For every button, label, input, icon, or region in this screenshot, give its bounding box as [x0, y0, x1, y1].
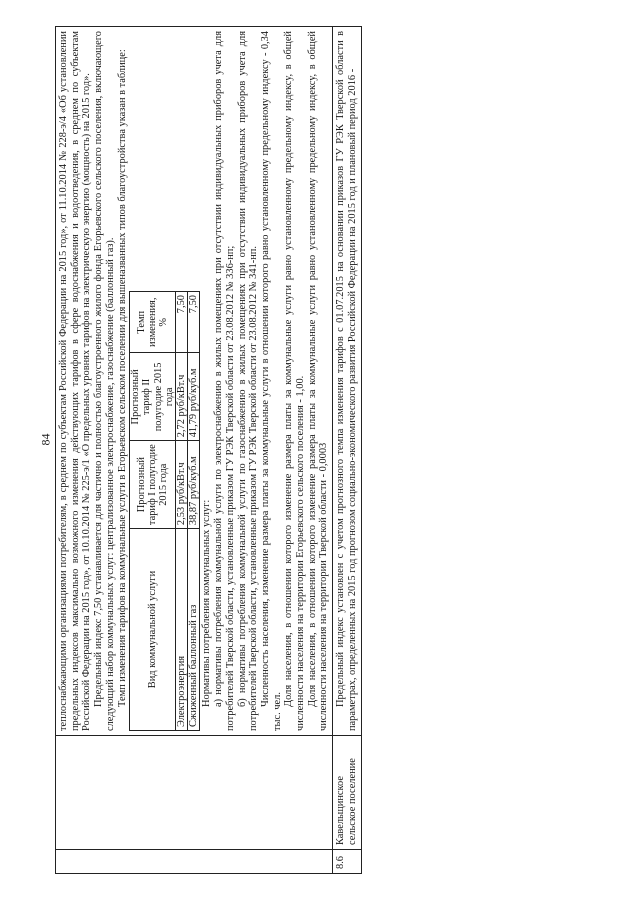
rotated-page-content: [55, 26, 555, 874]
row-number-cell: [56, 850, 333, 874]
description-cell: [333, 27, 361, 736]
settlement-name-cell: Кавельщинское сельское поселение: [333, 736, 361, 850]
tariff-header-row: [130, 292, 176, 731]
paragraph: Доля населения, в отношении которого изменение размера платы за коммунальные услуги равно установленному предельному индексу, в общей численности населения на территории Тверской области - 0,0003: [306, 31, 330, 731]
main-table: [55, 26, 362, 874]
settlement-name-cell: [56, 736, 333, 850]
paragraph: Предельный индекс установлен с учетом прогнозного темпа изменения тарифов с 01.07.2015 на основании приказов ГУ РЭК Тверской области в параметрах, определенных на 2015 год прогнозом социально-экономического развития Российской Федерации на 2015 год и плановый период 2016 -: [335, 31, 358, 731]
column-header: Прогнозный тариф I полугодие 2015 года: [130, 441, 176, 529]
table-cell: 2,72 руб/кВт.ч: [176, 353, 188, 441]
table-row: [333, 27, 361, 874]
paragraph: Нормативы потребления коммунальных услуг:: [201, 499, 213, 707]
table-cell: Сжиженный баллонный газ: [188, 529, 200, 731]
paragraph: теплоснабжающими организациями потребителям, в среднем по субъектам Российской Федерации на 2015 год», от 11.10.2014 № 228-э/4 «Об установлении предельных индексов максимально возможного изменения действующих тарифов в сфере водоснабжения и водоотведения, в среднем по субъектам Российской Федерации на 2015 год», от 10.10.2014 № 225-э/1 «О предельных уровнях тарифов на электрическую энергию (мощность) на 2015 год».: [58, 31, 93, 731]
table-row: [176, 292, 188, 731]
table-cell: 7,50: [188, 292, 200, 353]
paragraph: Численность населения, изменение размера платы за коммунальные услуги в отношении которого равно установленному предельному индексу - 0,34 тыс. чел.: [259, 31, 283, 731]
description-cell: [56, 27, 333, 736]
paragraph: а) нормативы потребления коммунальной услуги по электроснабжению в жилых помещениях при отсутствии индивидуальных приборов учета для потребителей Тверской области, установленные приказом ГУ РЭК Тверской области от 23.08.2012 № 336-нп;: [213, 31, 236, 731]
column-header: Прогнозный тариф II полугодие 2015 года: [130, 353, 176, 441]
page-number: 84: [38, 433, 53, 446]
table-cell: 2,53 руб/кВт.ч: [176, 441, 188, 529]
paragraph: Доля населения, в отношении которого изменение размера платы за коммунальные услуги равно установленному предельному индексу, в общей численности населения на территории Егорьевского сельского поселения - 1,00.: [283, 31, 307, 731]
table-cell: 41,79 руб/куб.м: [188, 353, 200, 441]
column-header: Темп изменения, %: [130, 292, 176, 353]
paragraph: Предельный индекс 7,50 устанавливается для частично и полностью благоустроенного жилого фонда Егорьевского сельского поселения, включающего следующий набор коммунальных услуг: централизованное электроснабжение, газоснабжение (баллонный газ).: [93, 31, 116, 731]
table-row: [188, 292, 200, 731]
tariff-table: [129, 291, 200, 731]
table-cell: Электроэнергия: [176, 529, 188, 731]
row-number-cell: 8.6: [333, 850, 361, 874]
table-row: [56, 27, 333, 874]
table-cell: 7,50: [176, 292, 188, 353]
column-header: Вид коммунальной услуги: [130, 529, 176, 731]
paragraph: б) нормативы потребления коммунальной услуги по газоснабжению в жилых помещениях при отсутствии индивидуальных приборов учета для потребителей Тверской области, установленные приказом ГУ РЭК Тверской области от 23.08.2012 № 341-нп.: [236, 31, 260, 731]
paragraph: Темп изменения тарифов на коммунальные услуги в Егорьевском сельском поселении для вышеназванных типов благоустройства указан в таблице:: [116, 49, 128, 707]
table-cell: 38,87 руб/куб.м: [188, 441, 200, 529]
